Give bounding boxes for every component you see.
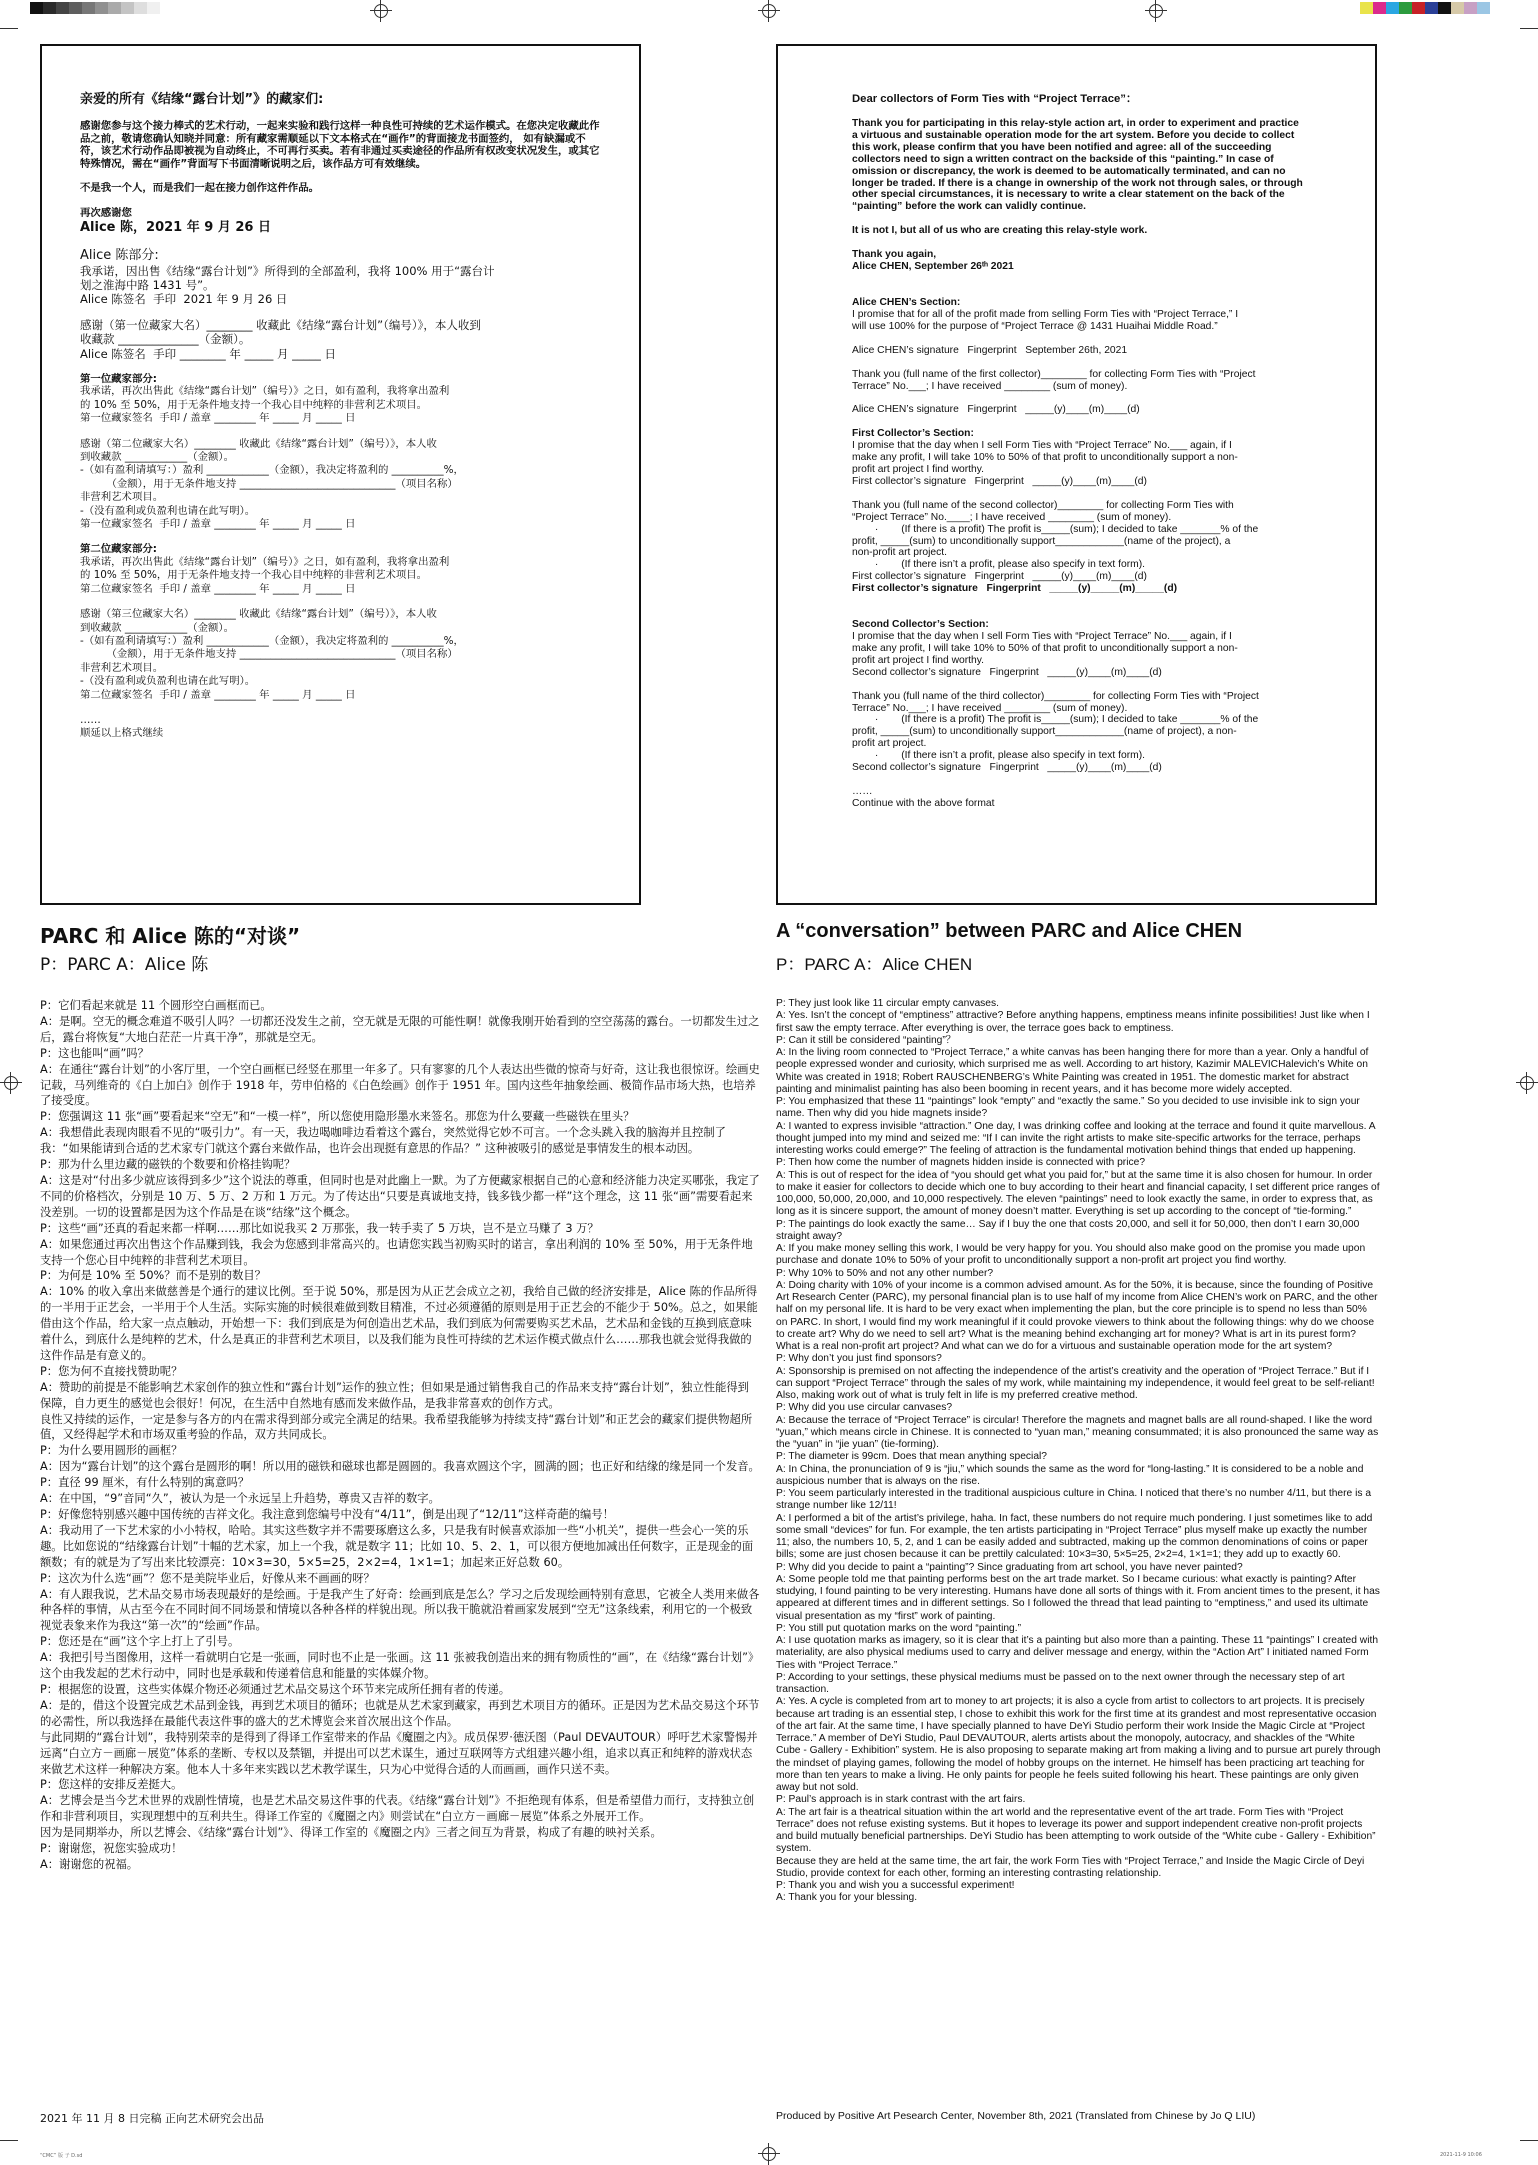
en-footer: Produced by Positive Art Pesearch Center, November 8th, 2021 (Translated from Chinese by Jo Q LIU) bbox=[776, 2110, 1256, 2122]
alice-line: 收藏款 ______________（金额）。 bbox=[80, 332, 251, 347]
first-collector-line: · (If there isn’t a profit, please also specify in text form). bbox=[852, 559, 1145, 571]
cn-dialogue-paragraph: A：10% 的收入拿出来做慈善是个通行的建议比例。至于说 50%，那是因为从正艺会成立之初，我给自己做的经济安排是，Alice 陈的作品所得的一半用于正艺会，一半用于个人生活。实际实施的时候很难做到数目精准，不过必须遵循的原则是用于正艺会的不能少于 50%。总之，如果能借由这个作品，给大家一点点触动，开始想一下：我们到底是为何创造出艺术品，我们到底为何需要购买艺术品，艺术品和金钱的互换到底意味着什么，到底什么是纯粹的艺术，什么是真正的非营利艺术项目，以及我们能为良性可持续的艺术运作模式做点什么……那我也就会觉得我做的这件作品是有意义的。 bbox=[40, 1285, 758, 1362]
en-dialogue-paragraph: P: Then how come the number of magnets hidden inside is connected with price? bbox=[776, 1157, 1146, 1169]
first-collector-line: 的 10% 至 50%，用于无条件地支持一个我心目中纯粹的非营利艺术项目。 bbox=[80, 398, 428, 411]
alice-section-title: Alice CHEN’s Section: bbox=[852, 296, 961, 308]
english-contract bbox=[852, 92, 1304, 810]
first-collector-line: 第一位藏家签名 手印 / 盖章 ________ 年 _____ 月 _____ 日 bbox=[80, 518, 356, 531]
en-dialogue-paragraph: P: You still put quotation marks on the word “painting.” bbox=[776, 1622, 1022, 1634]
en-conversation-body bbox=[776, 998, 1381, 1905]
contract-continue: Continue with the above format bbox=[852, 797, 995, 809]
first-collector-line: -（如有盈利请填写：）盈利 ____________（金额），我决定将盈利的 __________%， bbox=[80, 464, 464, 477]
alice-line: 我承诺，因出售《结缘“露台计划”》所得到的全部盈利，我将 100% 用于“露台计 bbox=[80, 263, 495, 278]
contract-not-me: It is not I, but all of us who are creating this relay-style work. bbox=[852, 225, 1148, 237]
cn-conversation-speakers: P：PARC A：Alice 陈 bbox=[40, 955, 209, 975]
en-dialogue-paragraph: Because they are held at the same time, the art fair, the work Form Ties with “Project Terrace,” and Inside the Magic Circle of Deyi Studio, provide context for each other, forming an interesting contrasting relationship. bbox=[776, 1855, 1365, 1879]
alice-line: I promise that for all of the profit made from selling Form Ties with “Project Terrace,” I bbox=[852, 308, 1239, 320]
en-dialogue-paragraph: P: Why did you decide to paint a “painting”? Since graduating from art school, you have never painted? bbox=[776, 1561, 1243, 1573]
en-dialogue-paragraph: P: Why did you use circular canvases? bbox=[776, 1402, 953, 1414]
cn-dialogue-paragraph: A：是的，借这个设置完成艺术品到金钱，再到艺术项目的循环；也就是从艺术家到藏家，再到艺术项目方的循环。正是因为艺术品交易这个环节的必需性，所以我选择在最能代表这件事的盛大的艺术博览会来首次展出这个作品。 bbox=[40, 1698, 760, 1728]
first-collector-line: profit art project I find worthy. bbox=[852, 464, 985, 476]
cn-dialogue-paragraph: P：您还是在“画”这个字上打上了引号。 bbox=[40, 1635, 240, 1649]
contract-thanks: Thank you again, bbox=[852, 249, 937, 261]
cn-dialogue-paragraph: A：赞助的前提是不能影响艺术家创作的独立性和“露台计划”运作的独立性；但如果是通过销售我自己的作品来支持“露台计划”，独立性能得到保障，自力更生的感觉也会很好！何况，在生活中自然地有感而发来做作品，是我非常喜欢的创作方式。 bbox=[40, 1380, 749, 1410]
en-dialogue-paragraph: A: In the living room connected to “Project Terrace,” a white canvas has been hanging there for more than a year. Only a handful of people expressed wonder and curiosity, which surprised me as well. According to art history, Kazimir MALEVICHalevich’s White on White was created in 1918; Robert RAUSCHENBERG’s White Painting was created in 1951. The domestic market for abstract painting and minimalist painting has also been booming in recent years, and it has become more widely accepted. bbox=[776, 1047, 1369, 1095]
cn-dialogue-paragraph: P：谢谢您，祝您实验成功！ bbox=[40, 1842, 183, 1856]
second-collector-line: profit, _____(sum) to unconditionally support____________(name of project), a non- bbox=[852, 726, 1237, 738]
second-collector-line: · (If there is a profit) The profit is_____(sum); I decided to take _______% of the bbox=[852, 714, 1259, 726]
alice-line: 感谢（第一位藏家大名）________ 收藏此《结缘“露台计划”（编号）》，本人收到 bbox=[80, 318, 481, 333]
registration-mark-top-left bbox=[370, 0, 392, 22]
en-dialogue-paragraph: P: The paintings do look exactly the same… Say if I buy the one that costs 20,000, and sell it for 50,000, then don’t I earn 30,000 straight away? bbox=[776, 1218, 1360, 1242]
cn-dialogue-paragraph: A：有人跟我说，艺术品交易市场表现最好的是绘画。于是我产生了好奇：绘画到底是怎么？学习之后发现绘画特别有意思，它被全人类用来做各种各样的事情，从古至今在不同时间不同场景和情境以各种各样的样貌出现。所以我干脆就沿着画家发展到“空无”这条线索，利用它的一个极致视觉表象来作为我这“第一次”的“绘画”作品。 bbox=[40, 1587, 760, 1633]
registration-mark-top-center bbox=[758, 0, 780, 22]
second-collector-line: Second collector’s signature Fingerprint _____(y)____(m)____(d) bbox=[852, 666, 1162, 678]
en-conversation-speakers: P：PARC A：Alice CHEN bbox=[776, 955, 973, 974]
first-collector-line: · (If there is a profit) The profit is_____(sum); I decided to take _______% of the bbox=[852, 523, 1259, 535]
contract-signoff: Alice 陈，2021 年 9 月 26 日 bbox=[80, 219, 271, 235]
crop-mark bbox=[1520, 2140, 1538, 2141]
second-collector-line: 非营利艺术项目。 bbox=[80, 661, 164, 674]
registration-mark-bottom bbox=[758, 2143, 780, 2165]
en-dialogue-paragraph: A: I use quotation marks as imagery, so it is clear that it’s a painting but also more than a painting. These 11 “paintings” I created with materiality, are also physical mediums used to carry and deliver message and energy, within the “Action Art” I initiated named Form Ties with “Project Terrace.” bbox=[776, 1635, 1379, 1671]
contract-heading: 亲爱的所有《结缘“露台计划”》的藏家们: bbox=[80, 92, 324, 107]
contract-heading: Dear collectors of Form Ties with “Project Terrace”： bbox=[852, 93, 1138, 105]
second-collector-line: 感谢（第三位藏家大名）________ 收藏此《结缘“露台计划”（编号）》，本人收 bbox=[80, 608, 437, 621]
en-dialogue-paragraph: P: You seem particularly interested in the traditional auspicious culture in China. I noticed that there’s no number 4/11, but there is a strange number like 12/11! bbox=[776, 1488, 1372, 1512]
second-collector-line: 的 10% 至 50%，用于无条件地支持一个我心目中纯粹的非营利艺术项目。 bbox=[80, 569, 428, 582]
crop-mark bbox=[1520, 28, 1538, 29]
contract-not-me: 不是我一个人，而是我们一起在接力创作这件作品。 bbox=[80, 182, 319, 195]
en-dialogue-paragraph: P: Why don’t you just find sponsors? bbox=[776, 1353, 942, 1365]
cn-dialogue-paragraph: A：我想借此表现肉眼看不见的“吸引力”。有一天，我边喝咖啡边看着这个露台，突然觉得它妙不可言。一个念头跳入我的脑海并且控制了我：“如果能请到合适的艺术家专门就这个露台来做作品，也许会出现挺有意思的作品？” 这种被吸引的感觉是事情发生的根本动因。 bbox=[40, 1126, 726, 1156]
alice-line: Thank you (full name of the first collector)________ for collecting Form Ties with “Project bbox=[852, 368, 1256, 380]
first-collector-line: 我承诺，再次出售此《结缘“露台计划”（编号）》之日，如有盈利，我将拿出盈利 bbox=[80, 385, 450, 398]
second-collector-line: -（没有盈利或负盈利也请在此写明）。 bbox=[80, 675, 256, 688]
alice-line: Alice CHEN’s signature Fingerprint September 26th, 2021 bbox=[852, 344, 1128, 356]
first-collector-line: First collector’s signature Fingerprint _____(y)____(m)____(d) bbox=[852, 475, 1147, 487]
alice-line: Alice 陈签名 手印 2021 年 9 月 26 日 bbox=[80, 291, 288, 306]
en-dialogue-paragraph: A: The art fair is a theatrical situation within the art world and the representative event of the art trade. Form Ties with “Project Terrace” does not refuse existing systems. But it hopes to leverage its power and support independent creative non-profit projects and build mutually beneficial partnerships. DeYi Studio has been attempting to work outside of the “White cube - Gallery - Exhibition” system. bbox=[776, 1806, 1376, 1855]
alice-section-title: Alice 陈部分: bbox=[80, 247, 159, 263]
first-collector-line: -（没有盈利或负盈利也请在此写明）。 bbox=[80, 504, 256, 517]
en-dialogue-paragraph: P: According to your settings, these physical mediums must be passed on to the next owner through the necessary step of art transaction. bbox=[776, 1671, 1345, 1695]
cn-dialogue-paragraph: A：我把引号当图像用，这样一看就明白它是一张画，同时也不止是一张画。这 11 张被我创造出来的拥有物质性的“画”，在《结缘“露台计划”》这个由我发起的艺术行动中，同时也是承载和传递着信息和能量的实体媒介物。 bbox=[40, 1651, 760, 1681]
en-dialogue-paragraph: A: Thank you for your blessing. bbox=[776, 1892, 918, 1904]
crop-mark bbox=[0, 28, 18, 29]
first-collector-title: First Collector’s Section: bbox=[852, 428, 974, 440]
first-collector-line: 第一位藏家签名 手印 / 盖章 ________ 年 _____ 月 _____ 日 bbox=[80, 412, 356, 425]
first-collector-line: profit, _____(sum) to unconditionally support____________(name of the project), a bbox=[852, 535, 1231, 547]
first-collector-title: 第一位藏家部分: bbox=[80, 372, 157, 385]
en-dialogue-paragraph: P: Paul’s approach is in stark contrast with the art fairs. bbox=[776, 1794, 1026, 1806]
first-collector-line: 感谢（第二位藏家大名）________ 收藏此《结缘“露台计划”（编号）》，本人收 bbox=[80, 437, 437, 450]
first-collector-line: （金额），用于无条件地支持 ______________________________（项目名称） bbox=[80, 477, 458, 490]
en-dialogue-paragraph: A: Yes. Isn’t the concept of “emptiness” attractive? Before anything happens, emptiness means infinite possibilities! Just like when I first saw the empty terrace. After everything is over, the terrace goes back to emptiness. bbox=[776, 1010, 1370, 1034]
cn-dialogue-paragraph: P：这些“画”还真的看起来都一样啊……那比如说我买 2 万那张，我一转手卖了 5 万块，岂不是立马赚了 3 万？ bbox=[40, 1221, 599, 1235]
contract-intro: 感谢您参与这个接力棒式的艺术行动，一起来实验和践行这样一种良性可持续的艺术运作模式。在您决定收藏此作品之前，敬请您确认知晓并同意：所有藏家需顺延以下文本格式在“画作”的背面接龙书面签约， 如有缺漏或不符，该艺术行动作品即被视为自动终止，不可再行买卖。若有非通过买卖途径的作品所有权改变状况发生，或其它特殊情况，需在“画作”背面写下书面清晰说明之后，该作品方可有效继续。 bbox=[80, 120, 600, 170]
registration-mark-left bbox=[0, 1072, 22, 1094]
crop-mark bbox=[0, 2140, 18, 2141]
en-dialogue-paragraph: A: Sponsorship is premised on not affecting the independence of the artist’s creativity and the operation of “Project Terrace.” But if I can support “Project Terrace” through the sales of my work, while maintaining my independence, it would feel great to be self-reliant! Also, making work out of what is truly felt in life is my preferred creative method. bbox=[776, 1365, 1375, 1401]
cn-dialogue-paragraph: A：这是对“付出多少就应该得到多少”这个说法的尊重，但同时也是对此幽上一默。为了方便藏家根据自己的心意和经济能力决定买哪张，我定了不同的价格档次，分别是 10 万、5 万、2 万和 1 万元。为了传达出“只要是真诚地支持，钱多钱少都一样”这个理念，这 11 张“画”需要看起来没差别。一切的设置都是因为这个作品是在谈“结缘”这个概念。 bbox=[40, 1173, 760, 1219]
cn-dialogue-paragraph: 良性又持续的运作，一定是参与各方的内在需求得到部分或完全满足的结果。我希望我能够为持续支持“露台计划”和正艺会的藏家们提供物超所值，又经得起学术和市场双重考验的作品，双方共同成长。 bbox=[40, 1412, 753, 1442]
first-collector-line: 非营利艺术项目。 bbox=[80, 491, 164, 504]
second-collector-line: profit art project I find worthy. bbox=[852, 654, 985, 666]
en-dialogue-paragraph: A: In China, the pronunciation of 9 is “jiu,” which sounds the same as the word for “long-lasting.” It is considered to be a noble and auspicious number that is always on the rise. bbox=[776, 1463, 1364, 1487]
cn-dialogue-paragraph: A：谢谢您的祝福。 bbox=[40, 1857, 139, 1871]
second-collector-line: Second collector’s signature Fingerprint _____(y)____(m)____(d) bbox=[852, 762, 1162, 774]
cn-dialogue-paragraph: P：那为什么里边藏的磁铁的个数要和价格挂钩呢？ bbox=[40, 1158, 296, 1172]
first-collector-line: 到收藏款 ____________（金额）。 bbox=[80, 451, 234, 463]
contract-thanks: 再次感谢您 bbox=[80, 206, 132, 219]
cn-dialogue-paragraph: A：在通往“露台计划”的小客厅里，一个空白画框已经竖在那里一年多了。只有寥寥的几个人表达出些微的惊奇与好奇，这让我也很惊讶。绘画史记载，马列维奇的《白上加白》创作于 1918 年，劳申伯格的《白色绘画》创作于 1951 年。国内这些年抽象绘画、极简作品市场大热，也培养了接受度。 bbox=[40, 1062, 760, 1108]
cn-dialogue-paragraph: 与此同期的“露台计划”，我特别荣幸的是得到了得译工作室带来的作品《魔圈之内》。成员保罗·德沃图（Paul DEVAUTOUR）呼吁艺术家警惕并远离“白立方－画廊－展览”体系的垄断、专权以及禁锢，并提出可以艺术谋生，通过互联网等方式组建兴趣小组，追求以真正和纯粹的游戏状态来做艺术这样一种解决方案。他本人十多年来实践以艺术教学谋生，只为心中觉得合适的人而画画，画作只送不卖。 bbox=[40, 1730, 758, 1776]
cn-dialogue-paragraph: P：您为何不直接找赞助呢？ bbox=[40, 1364, 183, 1378]
second-collector-line: 第二位藏家签名 手印 / 盖章 ________ 年 _____ 月 _____ 日 bbox=[80, 688, 356, 701]
cn-footer: 2021 年 11 月 8 日完稿 正向艺术研究会出品 bbox=[40, 2112, 264, 2125]
first-collector-line: I promise that the day when I sell Form Ties with “Project Terrace” No.___ again, if I bbox=[852, 440, 1232, 452]
en-dialogue-paragraph: A: This is out of respect for the idea of “you should get what you paid for,” but at the same time it is also chosen for humour. In order to make it easier for collectors to decide which one to buy according to their heart and financial capacity, I set different price ranges of 100,000, 50,000, 20,000, and 10,000 respectively. The eleven “paintings” need to look exactly the same, in order to express that, as long as it is sincere support, the amount of money doesn’t matter. Everything is set up according to the concept of “tie-forming.” bbox=[776, 1169, 1380, 1218]
color-swatches bbox=[1360, 2, 1490, 14]
second-collector-line: · (If there isn’t a profit, please also specify in text form). bbox=[852, 750, 1145, 762]
cn-dialogue-paragraph: P：好像您特别感兴趣中国传统的吉祥文化。我注意到您编号中没有“4/11”，倒是出现了“12/11”这样奇葩的编号！ bbox=[40, 1508, 614, 1521]
cn-dialogue-paragraph: P：根据您的设置，这些实体媒介物还必须通过艺术品交易这个环节来完成所任拥有者的传递。 bbox=[40, 1682, 510, 1696]
alice-line: Alice CHEN’s signature Fingerprint _____(y)____(m)____(d) bbox=[852, 404, 1140, 416]
second-collector-title: Second Collector’s Section: bbox=[852, 619, 989, 631]
contract-ellipsis: …… bbox=[80, 714, 101, 727]
second-collector-line: （金额），用于无条件地支持 ______________________________（项目名称） bbox=[80, 648, 458, 661]
second-collector-line: profit art project. bbox=[852, 738, 927, 750]
en-dialogue-paragraph: P: Can it still be considered “painting”？ bbox=[776, 1034, 957, 1046]
en-dialogue-paragraph: A: Some people told me that painting performs best on the art trade market. So I became curious: what exactly is painting? After studying, I found painting to be very interesting. Humans have done all sorts of things with it. From ancient times to the present, it has appeared at different times and in different settings. So I followed the thread that lead painting to “emptiness,” and used its ultimate visual presentation as my “first” work of painting. bbox=[776, 1573, 1380, 1622]
registration-mark-top-right bbox=[1145, 0, 1167, 22]
print-slug-right: 2021-11-9 10:06 bbox=[1440, 2152, 1482, 2158]
en-dialogue-paragraph: A: I performed a bit of the artist’s privilege, haha. In fact, these numbers do not require much pondering. I just sometimes like to add some small “devices” for fun. For example, the ten artists participating in “Project Terrace” plus myself make up exactly the number 11; also, the numbers 10, 5, 2, and 1 can be easily added and subtracted, making up the common denominations of coins or paper bills; some are just chosen because it can be prettily calculated: 10×3=30, 5×5=25, 2×2=4, 1×1=1; they add up to exactly 60. bbox=[776, 1512, 1373, 1561]
en-dialogue-paragraph: A: If you make money selling this work, I would be very happy for you. You should also make good on the promise you made upon purchase and donate 10% to 50% of your profit to unconditionally support a non-profit art project you find worthy. bbox=[776, 1243, 1366, 1267]
cn-conversation-title: PARC 和 Alice 陈的“对谈” bbox=[40, 924, 301, 948]
cn-dialogue-paragraph: A：艺博会是当今艺术世界的戏剧性情境，也是艺术品交易这件事的代表。《结缘“露台计划”》不拒绝现有体系，但是希望借力而行，支持独立创作和非营利项目，实现理想中的互利共生。得译工作室的《魔圈之内》则尝试在“白立方－画廊－展览”体系之外展开工作。 bbox=[40, 1794, 755, 1824]
cn-dialogue-paragraph: P：这次为什么选“画”？您不是美院毕业后，好像从来不画画的呀？ bbox=[40, 1571, 375, 1585]
cn-dialogue-paragraph: A：是啊。空无的概念难道不吸引人吗？一切都还没发生之前，空无就是无限的可能性啊！就像我刚开始看到的空空荡荡的露台。一切都发生过之后，露台将恢复“大地白茫茫一片真干净”，那就是空无。 bbox=[40, 1014, 760, 1044]
en-dialogue-paragraph: A: Because the terrace of “Project Terrace” is circular! Therefore the magnets and magnet balls are all round-shaped. I like the word “yuan,” which means circle in Chinese. It is connected to “yuan man,” meaning consummated; it is also pronounced the same way as the “yuan” in “jie yuan” (tie-forming). bbox=[776, 1414, 1379, 1450]
en-dialogue-paragraph: P: They just look like 11 circular empty canvases. bbox=[776, 998, 999, 1009]
second-collector-line: Terrace” No.___; I have received ________ (sum of money). bbox=[852, 702, 1128, 714]
first-collector-line: make any profit, I will take 10% to 50% of that profit to unconditionally support a non- bbox=[852, 452, 1238, 464]
en-dialogue-paragraph: A: I wanted to express invisible “attraction.” One day, I was drinking coffee and looking at the terrace and found it quite marvellous. A thought jumped into my mind and seized me: “If I can invite the right artists to make site-specific artworks for the terrace, perhaps interesting works could emerge?” The feeling of attraction is the fundamental motivation behind things that ended up happening. bbox=[776, 1120, 1376, 1156]
second-collector-line: 第二位藏家签名 手印 / 盖章 ________ 年 _____ 月 _____ 日 bbox=[80, 582, 356, 595]
grayscale-swatches bbox=[30, 2, 160, 14]
second-collector-line: Thank you (full name of the third collector)________ for collecting Form Ties with “Project bbox=[852, 690, 1259, 702]
first-collector-line: “Project Terrace” No.____; I have received ________ (sum of money). bbox=[852, 511, 1172, 523]
contract-signoff: Alice CHEN, September 26ᵗʰ 2021 bbox=[852, 261, 1014, 273]
contract-ellipsis: …… bbox=[852, 785, 873, 797]
cn-dialogue-paragraph: P：为何是 10% 至 50%？而不是别的数目？ bbox=[40, 1269, 266, 1283]
second-collector-line: -（如有盈利请填写：）盈利 ____________（金额），我决定将盈利的 __________%， bbox=[80, 635, 464, 648]
print-slug-left: “CMC” 版 子 D.sd bbox=[40, 2153, 83, 2159]
alice-line: 划之淮海中路 1431 号”。 bbox=[80, 277, 215, 292]
cn-dialogue-paragraph: A：因为“露台计划”的这个露台是圆形的啊！所以用的磁铁和磁球也都是圆圆的。我喜欢圆这个字，圆满的圆；也正好和结缘的缘是同一个发音。 bbox=[40, 1460, 760, 1474]
second-collector-line: 到收藏款 ____________（金额）。 bbox=[80, 621, 234, 634]
en-conversation-title: A “conversation” between PARC and Alice CHEN bbox=[776, 920, 1243, 942]
en-dialogue-paragraph: P: Thank you and wish you a successful experiment! bbox=[776, 1880, 1015, 1891]
cn-dialogue-paragraph: P：您这样的安排反差挺大。 bbox=[40, 1778, 183, 1792]
cn-dialogue-paragraph: P：这也能叫“画”吗？ bbox=[40, 1046, 149, 1060]
alice-line: will use 100% for the purpose of “Project Terrace @ 1431 Huaihai Middle Road.” bbox=[852, 320, 1218, 332]
cn-dialogue-paragraph: P：您强调这 11 张“画”要看起来“空无”和“一模一样”，所以您使用隐形墨水来签名。那您为什么要藏一些磁铁在里头？ bbox=[40, 1110, 635, 1124]
contract-intro: Thank you for participating in this relay-style action art, in order to experiment and practice a virtuous and sustainable operation mode for the art system. Before you decide to collect this work, please confirm that you have been notified and agree: all of the succeeding collectors need to sign a written contract on the backside of this “painting.” In case of omission or discrepancy, the work is deemed to be automatically terminated, and can no longer be traded. If there is a change in ownership of the work not through sales, or through other special circumstances, it is necessary to write a clear statement on the back of the “painting” before the work can validly continue. bbox=[852, 118, 1306, 213]
first-collector-bold-line: First collector’s signature Fingerprint _____(y)_____(m)_____(d) bbox=[852, 583, 1178, 595]
en-dialogue-paragraph: A: Doing charity with 10% of your income is a common advised amount. As for the 50%, it is because, since the founding of Positive Art Research Center (PARC), my personal financial plan is to use half of my income from Alice CHEN’s work on PARC, and the other half on my personal life. It is hard to be very exact when implementing the plan, but the core principle is to spend no less than 50% on PARC. In short, I would find my work meaningful if it could provoke viewers to think about the following things: why do we choose to create art? Why do we need to sell art? What is the meaning behind exchanging art for money? What is art in its purest form? What is a real non-profit art project? And what can we do for a virtuous and sustainable operation mode for the art system? bbox=[776, 1279, 1378, 1352]
en-dialogue-paragraph: P: You emphasized that these 11 “paintings” look “empty” and “exactly the same.” So you decided to use invisible ink to sign your name. Then why did you hide magnets inside? bbox=[776, 1096, 1360, 1120]
en-dialogue-paragraph: A: Yes. A cycle is completed from art to money to art projects; it is also a cycle from artist to collectors to art projects. It is precisely because art trading is an essential step, I chose to exhibit this work for the first time at its grandest and most representative occasion of the art fair. At the same time, I have specially planned to have DeYi Studio perform their work Inside the Magic Circle at “Project Terrace.” A member of DeYi Studio, Paul DEVAUTOUR, alerts artists about the monopoly, autocracy, and shackles of the “White Cube - Gallery - Exhibition” system. He is also proposing to separate making art from making a living and to pursue art purely through the mindset of playing games, following the model of hobby groups on the internet. He himself has been practicing art teaching for more than ten years to make a living. He only paints for people he feels suited following his heart. These paintings are only given away but not sold. bbox=[776, 1696, 1381, 1793]
cn-dialogue-paragraph: A：在中国，“9”音同“久”，被认为是一个永远呈上升趋势，尊贵又吉祥的数字。 bbox=[40, 1492, 440, 1506]
second-collector-line: I promise that the day when I sell Form Ties with “Project Terrace” No.___ again, if I bbox=[852, 631, 1232, 642]
registration-mark-right bbox=[1516, 1072, 1538, 1094]
chinese-contract bbox=[80, 92, 605, 739]
cn-conversation-body bbox=[40, 998, 760, 1873]
contract-continue: 顺延以上格式继续 bbox=[80, 726, 164, 739]
second-collector-line: make any profit, I will take 10% to 50% of that profit to unconditionally support a non- bbox=[852, 642, 1238, 654]
first-collector-line: First collector’s signature Fingerprint _____(y)____(m)____(d) bbox=[852, 571, 1147, 583]
alice-line: Alice 陈签名 手印 ________ 年 _____ 月 _____ 日 bbox=[80, 346, 337, 361]
second-collector-title: 第二位藏家部分: bbox=[80, 543, 157, 556]
first-collector-line: non-profit art project. bbox=[852, 547, 948, 559]
en-dialogue-paragraph: P: Why 10% to 50% and not any other number? bbox=[776, 1267, 994, 1279]
first-collector-line: Thank you (full name of the second collector)________ for collecting Form Ties with bbox=[852, 499, 1234, 511]
second-collector-line: 我承诺，再次出售此《结缘“露台计划”（编号）》之日，如有盈利，我将拿出盈利 bbox=[80, 556, 450, 569]
cn-dialogue-paragraph: A：我动用了一下艺术家的小小特权，哈哈。其实这些数字并不需要琢磨这么多，只是我有时候喜欢添加一些“小机关”，提供一些会心一笑的乐趣。比如您说的“结缘露台计划”十幅的艺术家，加上一个我，就是数字 11；比如 10、5、2、1，可以很方便地加减出任何数字，正是现金的面额数；有的就是为了写出来比较漂亮：10×3=30，5×5=25，2×2=4，1×1=1；加起来正好总数 60。 bbox=[40, 1523, 754, 1569]
cn-dialogue-paragraph: A：如果您通过再次出售这个作品赚到钱，我会为您感到非常高兴的。也请您实践当初购买时的诺言，拿出利润的 10% 至 50%，用于无条件地支持一个您心目中纯粹的非营利艺术项目。 bbox=[40, 1237, 753, 1267]
cn-dialogue-paragraph: 因为是同期举办，所以艺博会、《结缘“露台计划”》、得译工作室的《魔圈之内》三者之间互为背景，构成了有趣的映衬关系。 bbox=[40, 1826, 662, 1840]
cn-dialogue-paragraph: P：为什么要用圆形的画框？ bbox=[40, 1444, 183, 1458]
cn-dialogue-paragraph: P：直径 99 厘米，有什么特别的寓意吗？ bbox=[40, 1476, 250, 1490]
cn-dialogue-paragraph: P：它们看起来就是 11 个圆形空白画框而已。 bbox=[40, 999, 272, 1012]
alice-line: Terrace” No.___; I have received ________ (sum of money). bbox=[852, 380, 1128, 392]
en-dialogue-paragraph: P: The diameter is 99cm. Does that mean anything special? bbox=[776, 1451, 1048, 1463]
